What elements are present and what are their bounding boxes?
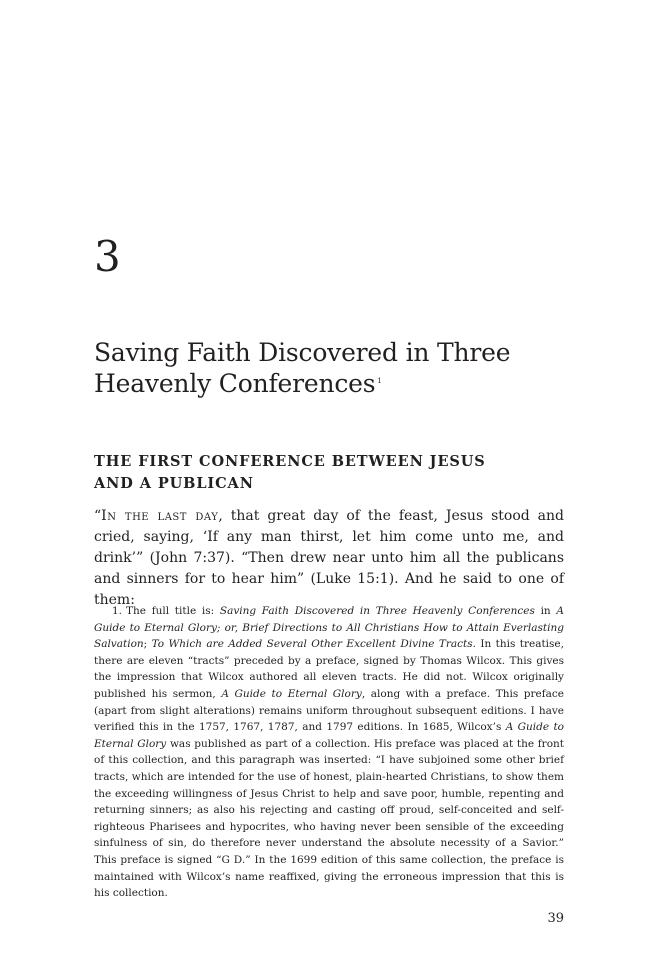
footnote-text: ;	[143, 638, 152, 651]
chapter-number: 3	[94, 232, 121, 281]
footnote-text: in	[534, 605, 557, 617]
footnote-italic-title: To Which are Added Several Other Excellent Divine Tracts	[151, 638, 473, 651]
page-number: 39	[547, 911, 564, 926]
footnote	[94, 603, 564, 902]
body-text: , that great day of the feast, Jesus stood and cried, saying, ‘If any man thirst, let him come unto me, and drink’” (John 7:37). “Then drew near unto him all the publicans and sinners for to hear him” (Luke 15:1). And he said to one of them:	[94, 508, 565, 608]
section-heading-line-2: AND A PUBLICAN	[94, 475, 254, 492]
footnote-number: 1.	[112, 605, 123, 617]
chapter-title	[94, 338, 564, 398]
section-heading-line-1: THE FIRST CONFERENCE BETWEEN JESUS	[94, 453, 486, 470]
footnote-italic-title: A Guide to Eternal Glory; or, Brief Directions to All Christians How to Attain Everlasting Salvation	[94, 605, 564, 651]
footnote-italic-title: A Guide to Eternal Glory	[221, 687, 362, 700]
footnote-italic-title: Saving Faith Discovered in Three Heavenly Conferences	[219, 605, 535, 617]
footnote-body	[94, 605, 564, 899]
lead-in-smallcaps: In the last day	[101, 508, 219, 524]
footnote-text: . In this treatise, there are eleven “tracts” preceded by a preface, signed by Thomas Wilcox. This gives the impression that Wilcox authored all eleven tracts. He did not. Wilcox originally published his sermon,	[94, 638, 564, 700]
chapter-title-text: Saving Faith Discovered in Three Heavenly Conferences	[94, 338, 511, 398]
open-quote: “	[94, 508, 102, 524]
footnote-italic-title: A Guide to Eternal Glory	[94, 721, 564, 750]
body-paragraph	[94, 506, 564, 611]
footnote-text: The full title is:	[126, 605, 220, 617]
section-heading	[94, 451, 564, 495]
footnote-text: , along with a preface. This preface (apart from slight alterations) remains uniform throughout subsequent editions. I have verified this in the 1757, 1767, 1787, and 1797 editions. In 1685, Wilcox’s	[94, 687, 565, 734]
footnote-reference: 1	[377, 377, 382, 385]
footnote-text: was published as part of a collection. His preface was placed at the front of this collection, and this paragraph was inserted: “I have subjoined some other brief tracts, which are intended for the use of honest, plain-hearted Christians, to show them the exceeding willingness of Jesus Christ to help and save poor, humble, repenting and returning sinners; as also his rejecting and casting off proud, self-conceited and self-righteous Pharisees and hypocrites, who having never been sensible of the exceeding sinfulness of sin, do therefore never understand the absolute necessity of a Savior.” This preface is signed “G D.” In the 1699 edition of this same collection, the preface is maintained with Wilcox’s name reaffixed, giving the erroneous impression that this is his collection.	[94, 737, 564, 900]
